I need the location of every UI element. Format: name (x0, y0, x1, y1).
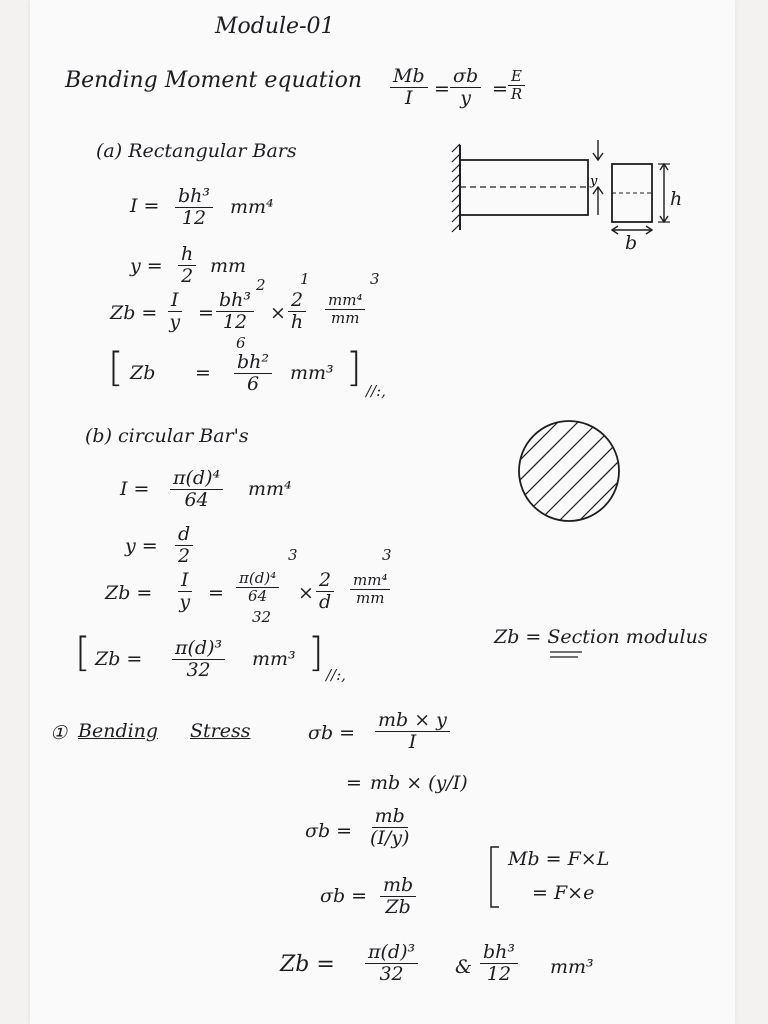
circ-result-bracket-right: ] (308, 630, 324, 676)
rect-y-unit: mm (210, 255, 247, 277)
heading-label: Bending Moment equation (65, 68, 363, 93)
rect-section-figure (608, 160, 698, 250)
page-title: Module-01 (215, 14, 335, 39)
stress-l4-frac: $\frac{mb}{Zb}$ (380, 875, 416, 918)
rect-result-unit: mm³ (290, 362, 334, 384)
stress-l1-frac: $\frac{mb \times y}{I}$ (375, 710, 450, 753)
notebook-page (30, 0, 735, 1024)
stress-l5-sep: & (455, 956, 472, 978)
circ-zb-frac1: $\frac{I}{y}$ (179, 569, 191, 613)
stress-l5-unit: mm³ (550, 956, 594, 978)
rect-end-mark: //:, (366, 382, 386, 400)
svg-text:y: y (590, 174, 598, 189)
rect-section-label: (a) Rectangular Bars (96, 140, 297, 162)
circ-zb-unit: $\frac{\text{mm⁴}}{mm}$ (350, 572, 390, 606)
rect-result-frac: $\frac{\text{bh²}}{6}$ (234, 352, 272, 395)
circ-i-frac: $\frac{\text{π(d)⁴}}{64}$ (170, 468, 223, 511)
cantilever-beam-figure (450, 140, 610, 240)
heading-frac-sb-y: $\frac{\sigma b}{y}$ (450, 66, 481, 109)
circ-result-lhs: Zb = (95, 648, 143, 670)
stress-label-bending: Bending (78, 720, 159, 742)
stress-label-stress: Stress (190, 720, 251, 742)
rect-fig-h-label: h (670, 188, 683, 210)
circ-y-frac: $\frac{d}{2}$ (175, 524, 193, 567)
stress-l2-expr: mb × (y/I) (370, 772, 468, 794)
rect-zb-annot-6: 6 (236, 334, 246, 352)
rect-zb-annot-3: 3 (370, 270, 380, 288)
stress-l3-frac: $\frac{mb}{(I/y)}$ (370, 805, 410, 849)
circ-i-eq: I = (120, 478, 150, 500)
rect-i-unit: mm⁴ (230, 196, 274, 218)
rect-zb-frac3: $\frac{2}{h}$ (288, 290, 306, 333)
rect-result-bracket-right: ] (346, 345, 362, 391)
rect-zb-annot-2: 2 (256, 276, 266, 294)
stress-l3-lhs: σb = (305, 820, 353, 842)
section-modulus-note: Zb = Section modulus (494, 626, 708, 648)
rect-result-eq: = (195, 362, 211, 384)
rect-result-lhs: Zb (130, 362, 156, 384)
circ-zb-frac3: $\frac{2}{d}$ (316, 570, 334, 613)
rect-i-eq: I = (130, 195, 160, 217)
circ-y-eq: y = (125, 535, 158, 557)
rect-y-frac: $\frac{h}{2}$ (178, 244, 196, 287)
circular-section-figure (515, 425, 625, 535)
stress-l5-frac2: $\frac{\text{bh³}}{12}$ (480, 942, 518, 985)
circ-result-bracket-left: [ (75, 630, 91, 676)
mb-line2: = F×e (532, 882, 595, 904)
circ-zb-frac2: $\frac{\text{π(d)⁴}}{64}$ (236, 570, 279, 604)
rect-zb-times: × (270, 302, 286, 324)
circ-zb-times: × (298, 582, 314, 604)
mb-bracket (485, 845, 505, 915)
mb-line1: Mb = F×L (508, 848, 610, 870)
heading-eq2: = (492, 78, 508, 100)
circ-zb-den-32: 32 (252, 608, 272, 626)
rect-zb-unit: $\frac{\text{mm⁴}}{mm}$ (325, 292, 365, 326)
rect-zb-annot-1: 1 (300, 270, 310, 288)
heading-eq1: = (434, 78, 450, 100)
rect-i-frac: $\frac{\text{bh³}}{12}$ (175, 186, 213, 229)
circ-section-label: (b) circular Bar's (85, 425, 249, 447)
stress-l4-lhs: σb = (320, 885, 368, 907)
circ-zb-annot-3: 3 (288, 546, 298, 564)
circ-zb-annot-3b: 3 (382, 546, 392, 564)
rect-zb-frac1: $\frac{I}{y}$ (169, 289, 181, 333)
stress-l1-lhs: σb = (308, 722, 356, 744)
rect-y-eq: y = (130, 255, 163, 277)
heading-frac-mb-i: $\frac{Mb}{I}$ (390, 66, 428, 109)
stress-index: ① (50, 722, 68, 744)
stress-l5-lhs: Zb = (280, 952, 335, 977)
circ-result-frac: $\frac{\text{π(d)³}}{32}$ (172, 638, 225, 681)
section-modulus-underline (548, 650, 588, 660)
stress-l5-frac1: $\frac{\text{π(d)³}}{32}$ (365, 942, 418, 985)
rect-zb-eq2: = (198, 302, 214, 324)
heading-frac-e-r: $\frac{E}{R}$ (508, 68, 525, 102)
rect-fig-b-label: b (625, 232, 638, 254)
rect-zb-eq: Zb = (110, 302, 158, 324)
rect-result-bracket-left: [ (108, 345, 124, 391)
circ-i-unit: mm⁴ (248, 478, 292, 500)
stress-l2-lhs: = (346, 772, 362, 794)
rect-zb-frac2: $\frac{\text{bh³}}{12}$ (216, 290, 254, 333)
circ-zb-eq2: = (208, 582, 224, 604)
circ-zb-eq: Zb = (105, 582, 153, 604)
circ-end-mark: //:, (326, 666, 346, 684)
circ-result-unit: mm³ (252, 648, 296, 670)
